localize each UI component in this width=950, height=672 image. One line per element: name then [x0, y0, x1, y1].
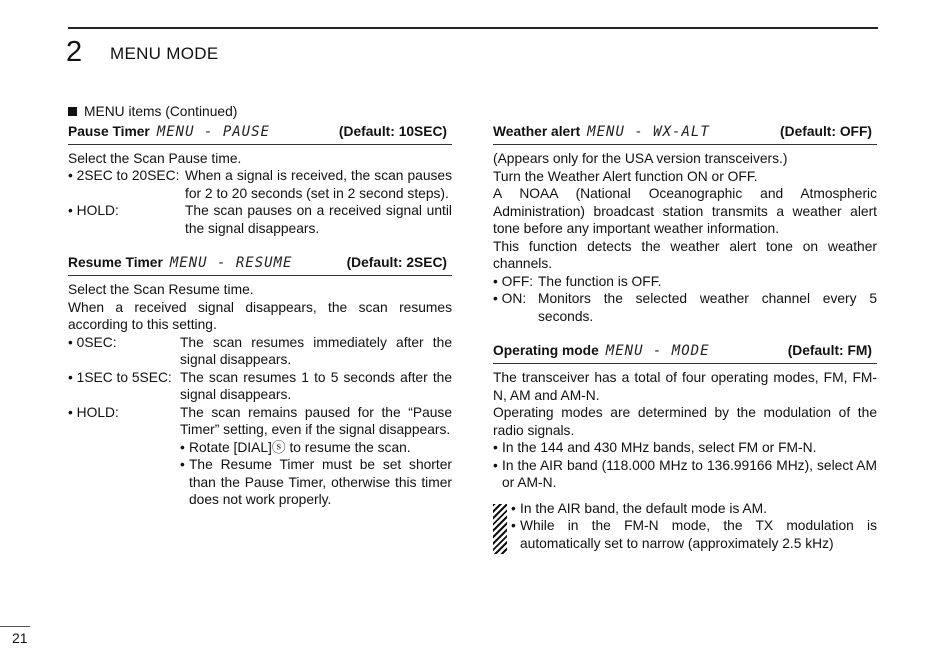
- definition-item: • OFF: The function is OFF.: [493, 273, 662, 289]
- sub-bullet: • The Resume Timer must be set shorter than the Pause Timer, otherwise this timer does not work properly.: [180, 457, 452, 507]
- lcd-label: MENU - RESUME: [169, 255, 293, 271]
- definition-item: • HOLD: The scan pauses on a received signal until the signal disappears.: [68, 203, 452, 236]
- note-block: [493, 500, 877, 554]
- lcd-label: MENU - PAUSE: [156, 123, 270, 140]
- square-bullet-icon: [68, 107, 77, 116]
- chapter-number: 2: [66, 36, 83, 68]
- bullet-item: • In the 144 and 430 MHz bands, select FM or FM-N.: [493, 440, 817, 455]
- lcd-label: MENU - MODE: [605, 343, 710, 359]
- header-rule: [68, 27, 878, 29]
- bullet-item: • In the AIR band (118.000 MHz to 136.99166 MHz), select AM or AM-N.: [493, 457, 877, 490]
- definition-item: • 2SEC to 20SEC: When a signal is received, the scan pauses for 2 to 20 seconds (set in 2 second steps).: [68, 168, 452, 201]
- lcd-label: MENU - WX-ALT: [587, 124, 710, 140]
- page-number: 21: [12, 630, 28, 646]
- definition-item: • ON: Monitors the selected weather channel every 5 seconds.: [493, 291, 877, 324]
- right-column: Weather alert MENU - WX-ALT (Default: OFF) (Appears only for the USA version transceivers.) Turn the Weather Alert function ON or OFF. A NOAA (National Oceanographic and Atmospheric Administration) broadcast station transmits a weather alert tone before any important weather information. This function detects the weather alert tone on weather channels. • OFF: The function is OFF. • ON: Monitors the selected weather channel every 5 seconds. Operating mode MENU - MODE (Default: FM) The transceiver has a total of four operating modes, FM, FM-N, AM and AM-N. Operating modes are determined by the modulation of the radio signals. • In the 144 and 430 MHz bands, select FM or FM-N. • In the AIR band (118.000 MHz to 136.99166 MHz), select AM or AM-N. • In the AIR band, the default mode is AM. • While in the FM-N mode, the TX modulation is automatically set to narrow (approximately 2.5 kHz): [493, 123, 877, 554]
- note-icon: [493, 504, 507, 554]
- left-column: MENU items (Continued) Pause Timer MENU - PAUSE (Default: 10SEC) Select the Scan Pause time. • 2SEC to 20SEC: When a signal is received, the scan pauses for 2 to 20 seconds (set in 2 second steps). • HOLD: The scan pauses on a received signal until the signal disappears. Resume Timer MENU - RESUME (Default: 2SEC) Select the Scan Resume time. When a received signal disappears, the scan resumes according to this setting. • 0SEC: The scan resumes immediately after the signal disappears. • 1SEC to 5SEC: The scan resumes 1 to 5 seconds after the signal disappears. • HOLD: The scan remains paused for the “Pause Timer” setting, even if the signal disappears. • Rotate [DIAL]ⓢ to resume the scan. • The Resume Timer must be set shorter than the Pause Timer, otherwise this timer does not work properly.: [68, 104, 452, 507]
- operating-mode-heading: Operating mode MENU - MODE (Default: FM): [493, 342, 877, 364]
- definition-item: • 1SEC to 5SEC: The scan resumes 1 to 5 seconds after the signal disappears.: [68, 369, 452, 402]
- page-number-rule: [0, 626, 30, 627]
- note-item: • While in the FM-N mode, the TX modulation is automatically set to narrow (approximately 2.5 kHz): [511, 518, 877, 551]
- note-item: • In the AIR band, the default mode is AM.: [511, 500, 767, 516]
- definition-item: • HOLD: The scan remains paused for the “Pause Timer” setting, even if the signal disappears.: [68, 404, 452, 437]
- resume-timer-heading: Resume Timer MENU - RESUME (Default: 2SEC): [68, 254, 452, 276]
- section-label: MENU items (Continued): [68, 103, 452, 121]
- weather-alert-heading: Weather alert MENU - WX-ALT (Default: OFF): [493, 123, 877, 145]
- chapter-title: MENU MODE: [110, 44, 219, 63]
- pause-timer-heading: Pause Timer MENU - PAUSE (Default: 10SEC): [68, 123, 452, 145]
- sub-bullet: • Rotate [DIAL]ⓢ to resume the scan.: [180, 439, 411, 455]
- definition-item: • 0SEC: The scan resumes immediately after the signal disappears.: [68, 334, 452, 367]
